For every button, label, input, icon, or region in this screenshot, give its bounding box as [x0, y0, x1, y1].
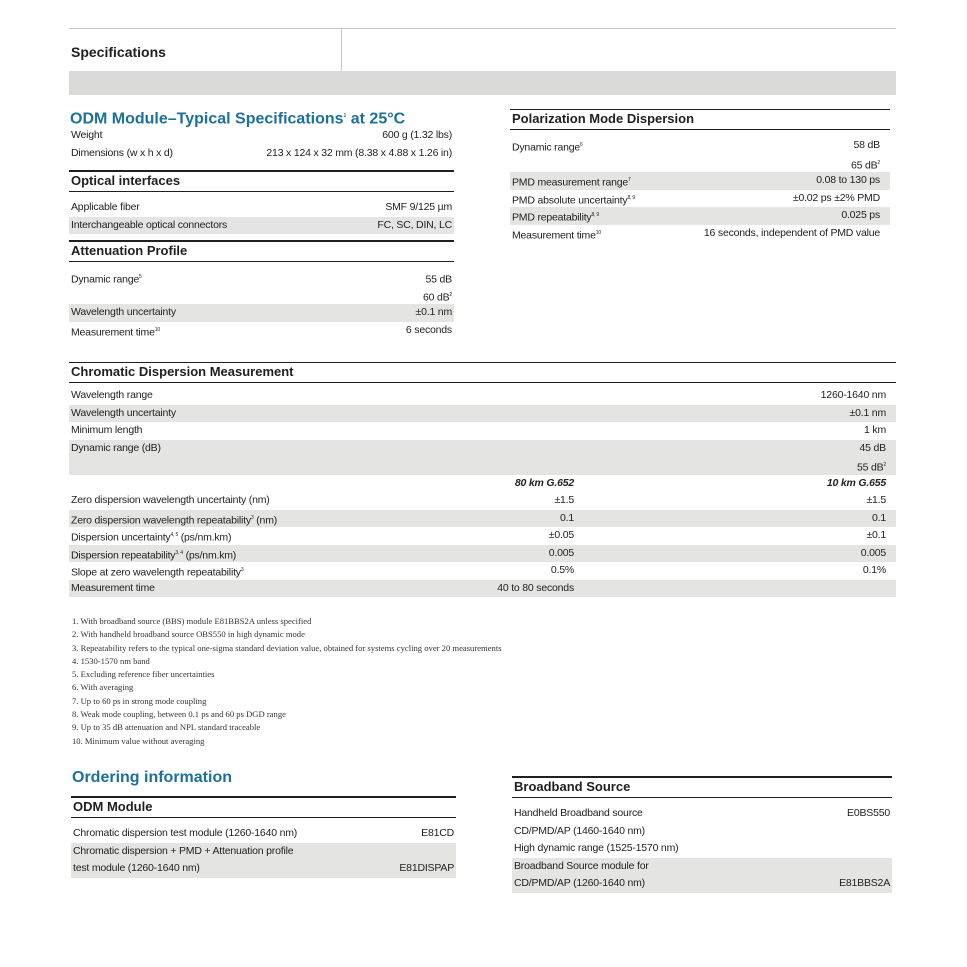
row-sup: 3: [250, 514, 254, 521]
row-value: SMF 9/125 µm: [385, 201, 452, 213]
cd-value-g655: [576, 580, 894, 598]
footnote: 4. 1530-1570 nm band: [72, 655, 150, 666]
spec-row: [510, 207, 890, 225]
row-value: 16 seconds, independent of PMD value: [703, 226, 880, 239]
row-value: 0.025 ps: [841, 209, 880, 221]
row-label-text: Measurement time: [71, 581, 155, 594]
footnote: 6. With averaging: [72, 682, 134, 693]
row-label: Applicable fiber: [71, 201, 140, 213]
odm-typical-title: [69, 105, 454, 127]
footnote: 7. Up to 60 ps in strong mode coupling: [72, 695, 207, 706]
order-row: [512, 823, 892, 841]
row-label: Chromatic dispersion test module (1260-1640 nm): [73, 827, 298, 839]
spec-row: [69, 199, 454, 217]
row-label: [512, 225, 601, 243]
order-row: [512, 858, 892, 876]
cd-fiber-row: [69, 510, 896, 528]
chromatic-title: Chromatic Dispersion Measurement: [69, 362, 896, 383]
cd-value-g655: ±0.1: [866, 529, 886, 541]
row-value: 213 x 124 x 32 mm (8.38 x 4.88 x 1.26 in): [266, 146, 452, 159]
odm-typical-title-sup: 1: [343, 113, 347, 119]
cd-fiber-row: [69, 492, 896, 510]
footnote: 9. Up to 35 dB attenuation and NPL standard traceable: [72, 722, 261, 733]
spec-row: [510, 190, 890, 208]
row-label-text: Zero dispersion wavelength repeatability: [71, 514, 251, 526]
spec-row: [69, 322, 454, 340]
row-sup: 3, 4: [175, 549, 183, 556]
row-value-text: 55 dB: [856, 461, 884, 474]
order-row: [512, 875, 892, 893]
odm-typical-section: [69, 105, 454, 162]
row-label-text: Dynamic range: [71, 273, 140, 286]
order-row: [71, 860, 456, 878]
row-label: Interchangeable optical connectors: [71, 218, 228, 231]
row-label: [512, 172, 631, 190]
footnotes: [72, 615, 502, 748]
order-code: E81BBS2A: [839, 877, 890, 889]
row-value: [857, 457, 894, 475]
row-value: 45 dB: [859, 441, 886, 454]
cd-fiber-row: [69, 527, 896, 545]
odm-order-title: ODM Module: [71, 796, 456, 818]
row-value: ±0.1 nm: [849, 406, 886, 419]
row-value-sup: 2: [449, 291, 452, 298]
pmd-section: [510, 109, 890, 242]
row-value: 1260-1640 nm: [820, 389, 886, 401]
footnote: 8. Weak mode coupling, between 0.1 ps and 60 ps DGD range: [72, 709, 286, 720]
row-sup: 10: [154, 326, 160, 333]
row-value: [426, 269, 452, 287]
row-label: Broadband Source module for: [514, 859, 649, 872]
row-label: Handheld Broadband source: [514, 807, 643, 819]
row-value: 0.08 to 130 ps: [816, 174, 880, 186]
spec-row-dimensions: [69, 145, 454, 163]
attenuation-title: Attenuation Profile: [69, 240, 454, 262]
spec-row: [510, 225, 890, 243]
cd-row: [69, 457, 896, 475]
cd-col-g652: 80 km G.652: [514, 476, 574, 489]
spec-row: [69, 269, 454, 287]
row-label: Dynamic range (dB): [71, 441, 161, 454]
spec-row: [69, 304, 454, 322]
order-row: [71, 825, 456, 843]
spec-row: [69, 287, 454, 305]
row-label: Chromatic dispersion + PMD + Attenuation profile: [73, 844, 294, 857]
bbs-order-section: [512, 776, 892, 893]
row-label: Minimum length: [71, 424, 143, 436]
row-label: CD/PMD/AP (1460-1640 nm): [514, 824, 645, 837]
cd-value-g652: 0.1: [560, 511, 574, 524]
row-label: CD/PMD/AP (1260-1640 nm): [514, 877, 645, 889]
row-value-text: 65 dB: [850, 159, 878, 171]
footnote: 5. Excluding reference fiber uncertainties: [72, 669, 215, 680]
order-code: E81DISPAP: [399, 862, 454, 874]
cd-row: [69, 405, 896, 423]
spec-row: [69, 217, 454, 235]
cd-fiber-row: [69, 562, 896, 580]
footnote: 1. With broadband source (BBS) module E81BBS2A unless specified: [72, 616, 312, 626]
row-value-text: 55 dB: [425, 273, 452, 286]
row-label-text: Slope at zero wavelength repeatability: [71, 566, 241, 579]
footnote: 2. With handheld broadband source OBS550 in high dynamic mode: [72, 629, 305, 640]
pmd-title: Polarization Mode Dispersion: [510, 109, 890, 130]
cd-value-g652: 0.005: [548, 546, 574, 559]
row-label: Dimensions (w x h x d): [71, 146, 173, 159]
row-label-suffix: (ps/nm.km): [182, 549, 237, 561]
row-sup: 8, 9: [591, 212, 600, 218]
attenuation-section: [69, 240, 454, 339]
row-value: 58 dB: [853, 139, 880, 151]
optical-section: [69, 170, 454, 234]
header-band: [69, 71, 896, 95]
bbs-order-title: Broadband Source: [512, 776, 892, 798]
row-label-suffix: (ps/nm.km): [178, 531, 232, 544]
cd-value-g655: ±1.5: [866, 494, 886, 506]
odm-typical-title-suffix: at 25°C: [346, 110, 406, 128]
cd-value-g655: 0.1: [872, 511, 886, 524]
row-label: Wavelength uncertainty: [71, 406, 176, 419]
row-value: ±0.1 nm: [415, 306, 452, 318]
row-label: test module (1260-1640 nm): [73, 862, 200, 874]
row-value-sup: 2: [877, 159, 880, 166]
row-label: [512, 207, 599, 225]
cd-value-g652: 0.5%: [550, 564, 574, 576]
row-label-text: Dynamic range: [512, 141, 581, 154]
row-label-suffix: (nm): [253, 514, 278, 526]
cd-fiber-row: [69, 580, 896, 598]
row-sup: 7: [628, 177, 631, 183]
row-label-text: Dispersion repeatability: [71, 549, 176, 561]
row-label-text: PMD repeatability: [512, 211, 592, 224]
row-label: [71, 492, 406, 510]
spec-row: [510, 155, 890, 173]
cd-value-g655: 0.005: [860, 546, 886, 559]
row-value: 600 g (1.32 lbs): [382, 129, 452, 141]
cd-value-g652: ±1.5: [554, 494, 574, 506]
order-row: [512, 840, 892, 858]
cd-value-g652: 40 to 80 seconds: [497, 581, 574, 594]
cd-column-header: [69, 475, 896, 493]
order-row: [71, 843, 456, 861]
row-label: [512, 137, 583, 155]
spec-row-weight: [69, 127, 454, 145]
row-sup: 8, 9: [627, 194, 635, 201]
ordering-title: Ordering information: [72, 769, 232, 786]
order-code: E81CD: [421, 827, 454, 839]
row-label: [71, 322, 160, 340]
row-value-sup: 2: [883, 462, 886, 468]
row-value: [851, 155, 888, 173]
row-label: Weight: [71, 129, 103, 141]
spec-row: [510, 172, 890, 190]
row-value: ±0.02 ps ±2% PMD: [792, 191, 880, 204]
row-label: [71, 269, 142, 287]
row-value: 1 km: [864, 424, 886, 436]
cd-fiber-row: [69, 545, 896, 563]
row-label-text: Measurement time: [71, 326, 155, 338]
row-sup: 3: [240, 567, 244, 573]
row-label-text: Measurement time: [512, 229, 596, 241]
footnote: 10. Minimum value without averaging: [72, 735, 205, 746]
row-label-text: Zero dispersion wavelength uncertainty (nm): [71, 494, 270, 506]
row-label-text: PMD measurement range: [512, 176, 629, 189]
order-code: E0BS550: [847, 807, 890, 819]
cd-col-g655: 10 km G.655: [826, 476, 886, 489]
row-label-text: Dispersion uncertainty: [71, 531, 171, 544]
row-sup: 4, 5: [170, 532, 179, 538]
odm-typical-title-text: ODM Module–Typical Specifications: [70, 110, 344, 128]
row-sup: 10: [595, 229, 601, 236]
row-value: [423, 287, 452, 305]
cd-col-blank: [71, 475, 406, 493]
spec-row: [510, 137, 890, 155]
optical-title: Optical interfaces: [69, 170, 454, 192]
row-label: [512, 190, 635, 208]
order-row: [512, 805, 892, 823]
row-value: 6 seconds: [405, 323, 452, 336]
row-value: FC, SC, DIN, LC: [377, 218, 452, 231]
cd-value-g652: ±0.05: [548, 529, 574, 541]
cd-row: [69, 422, 896, 440]
row-label: Wavelength range: [71, 389, 153, 401]
chromatic-section: [69, 362, 896, 597]
footnote: 3. Repeatability refers to the typical one-sigma standard deviation value, obtained for systems cycling over 20 measurements: [72, 642, 502, 653]
cd-value-g655: 0.1%: [862, 564, 886, 576]
row-label: Wavelength uncertainty: [71, 306, 176, 318]
header-rule: [69, 28, 896, 29]
cd-row: [69, 440, 896, 458]
row-label: High dynamic range (1525-1570 nm): [514, 842, 679, 854]
row-sup: 5: [139, 274, 142, 280]
page-title: Specifications: [71, 44, 166, 60]
row-label: [71, 580, 406, 598]
odm-order-section: [71, 796, 456, 878]
row-label-text: PMD absolute uncertainty: [512, 194, 628, 206]
row-sup: 6: [580, 142, 583, 148]
row-value-text: 60 dB: [422, 291, 450, 303]
cd-row: [69, 387, 896, 405]
